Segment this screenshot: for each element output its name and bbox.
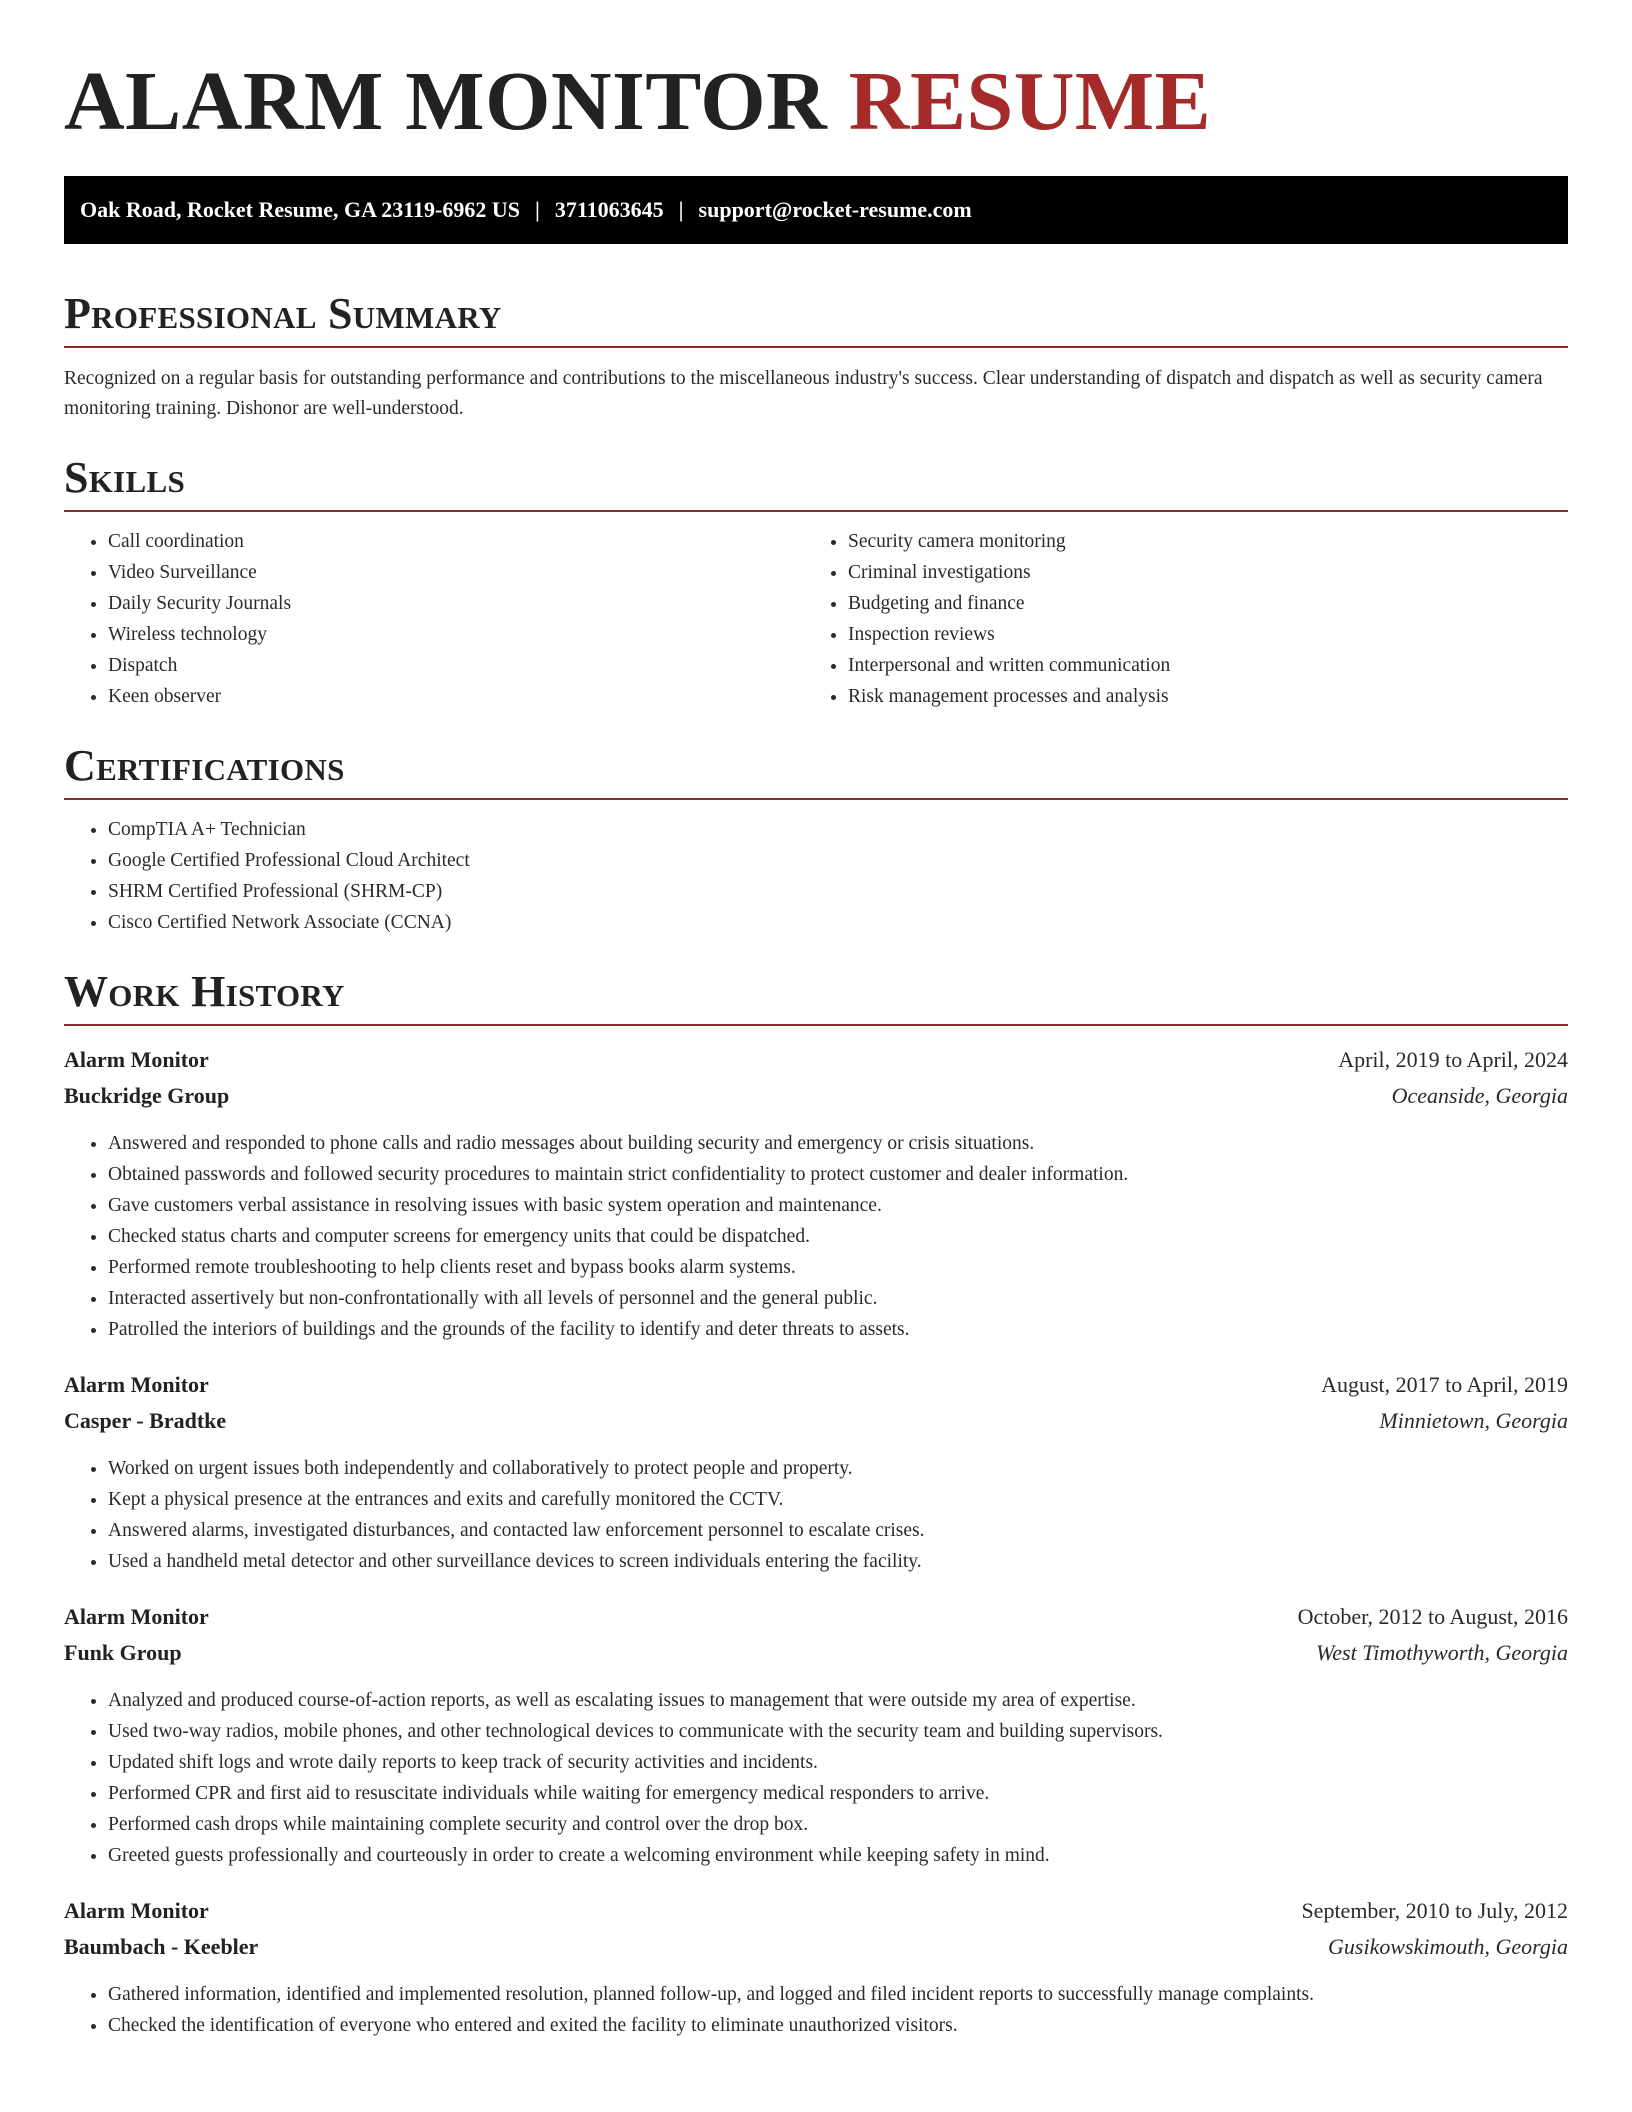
contact-separator: | [678,197,684,222]
skill-item: • Wireless technology [108,619,804,650]
job-duty: • Performed CPR and first aid to resuscitate individuals while waiting for emergency medical responders to arrive. [108,1778,1568,1809]
job-dates: August, 2017 to April, 2019 [1321,1372,1568,1397]
summary-heading: Professional Summary [64,290,1568,348]
job-duty: • Performed remote troubleshooting to help clients reset and bypass books alarm systems. [108,1252,1568,1283]
certifications-section [64,742,1568,938]
contact-phone[interactable]: 3711063645 [554,197,664,222]
job-duty: • Worked on urgent issues both independently and collaboratively to protect people and property. [108,1453,1568,1484]
skill-item: • Video Surveillance [108,557,804,588]
job-title: Alarm Monitor [64,1898,209,1923]
work-history-heading: Work History [64,968,1568,1026]
job-subheader-row [64,1078,1568,1114]
skills-column-left [64,512,804,712]
job-location: Gusikowskimouth, Georgia [1328,1934,1568,1959]
certifications-heading: Certifications [64,742,1568,800]
job-duty: • Answered and responded to phone calls and radio messages about building security and emergency or crisis situations. [108,1128,1568,1159]
job-subheader-row [64,1403,1568,1439]
certifications-list [64,814,1568,938]
job-company: Casper - Bradtke [64,1408,227,1433]
summary-section [64,290,1568,424]
certification-item: • CompTIA A+ Technician [108,814,1568,845]
resume-title [64,55,1568,148]
job-entry [64,1599,1568,1871]
skills-column-right [804,512,1544,712]
job-title: Alarm Monitor [64,1047,209,1072]
job-entry [64,1893,1568,2041]
job-header-row [64,1367,1568,1403]
skills-heading: Skills [64,454,1568,512]
job-duty: • Performed cash drops while maintaining complete security and control over the drop box. [108,1809,1568,1840]
job-entry [64,1367,1568,1577]
job-header-row [64,1893,1568,1929]
skill-item: • Call coordination [108,526,804,557]
contact-email[interactable]: support@rocket-resume.com [698,197,972,222]
job-duty: • Patrolled the interiors of buildings and the grounds of the facility to identify and deter threats to assets. [108,1314,1568,1345]
job-duty: • Answered alarms, investigated disturbances, and contacted law enforcement personnel to escalate crises. [108,1515,1568,1546]
job-duty: • Gave customers verbal assistance in resolving issues with basic system operation and maintenance. [108,1190,1568,1221]
job-entry [64,1042,1568,1345]
job-header-row [64,1042,1568,1078]
skill-item: • Interpersonal and written communication [848,650,1544,681]
skills-section [64,454,1568,712]
title-accent: RESUME [848,55,1212,148]
job-company: Funk Group [64,1640,182,1665]
job-duty: • Interacted assertively but non-confrontationally with all levels of personnel and the general public. [108,1283,1568,1314]
job-header-row [64,1599,1568,1635]
summary-text: Recognized on a regular basis for outstanding performance and contributions to the miscellaneous industry's success. Clear understanding of dispatch and dispatch as well as security camera monitoring training. Dishonor are well-understood. [64,368,1543,419]
job-duty: • Greeted guests professionally and courteously in order to create a welcoming environment while keeping safety in mind. [108,1840,1568,1871]
job-duty: • Obtained passwords and followed security procedures to maintain strict confidentiality to protect customer and dealer information. [108,1159,1568,1190]
job-duty: • Checked status charts and computer screens for emergency units that could be dispatched. [108,1221,1568,1252]
skills-list-left [64,526,804,712]
skill-item: • Dispatch [108,650,804,681]
contact-address: Oak Road, Rocket Resume, GA 23119-6962 US [80,197,521,222]
job-location: Minnietown, Georgia [1379,1408,1568,1433]
certification-item: • Cisco Certified Network Associate (CCNA) [108,907,1568,938]
skill-item: • Criminal investigations [848,557,1544,588]
contact-bar [64,176,1568,244]
skill-item: • Daily Security Journals [108,588,804,619]
skill-item: • Budgeting and finance [848,588,1544,619]
job-duty: • Analyzed and produced course-of-action reports, as well as escalating issues to management that were outside my area of expertise. [108,1685,1568,1716]
job-dates: September, 2010 to July, 2012 [1301,1898,1568,1923]
skill-item: • Risk management processes and analysis [848,681,1544,712]
job-duties-list [64,1453,1568,1577]
job-duty: • Kept a physical presence at the entrances and exits and carefully monitored the CCTV. [108,1484,1568,1515]
job-duty: • Used two-way radios, mobile phones, and other technological devices to communicate with the security team and building supervisors. [108,1716,1568,1747]
job-subheader-row [64,1929,1568,1965]
job-duty: • Checked the identification of everyone who entered and exited the facility to eliminate unauthorized visitors. [108,2010,1568,2041]
skill-item: • Security camera monitoring [848,526,1544,557]
job-title: Alarm Monitor [64,1604,209,1629]
job-location: West Timothyworth, Georgia [1315,1640,1568,1665]
job-duties-list [64,1128,1568,1345]
certification-item: • SHRM Certified Professional (SHRM-CP) [108,876,1568,907]
job-title: Alarm Monitor [64,1372,209,1397]
job-dates: October, 2012 to August, 2016 [1297,1604,1568,1629]
job-duties-list [64,1685,1568,1871]
title-main: ALARM MONITOR [64,55,828,148]
work-history-section [64,968,1568,2041]
job-dates: April, 2019 to April, 2024 [1338,1047,1568,1072]
job-duties-list [64,1979,1568,2041]
job-subheader-row [64,1635,1568,1671]
job-duty: • Updated shift logs and wrote daily reports to keep track of security activities and incidents. [108,1747,1568,1778]
job-company: Baumbach - Keebler [64,1934,259,1959]
resume-content [64,55,1568,2041]
skill-item: • Keen observer [108,681,804,712]
contact-separator: | [535,197,540,222]
skills-columns [64,512,1568,712]
job-duty: • Gathered information, identified and implemented resolution, planned follow-up, and logged and filed incident reports to successfully manage complaints. [108,1979,1568,2010]
job-duty: • Used a handheld metal detector and other surveillance devices to screen individuals entering the facility. [108,1546,1568,1577]
job-company: Buckridge Group [64,1083,230,1108]
job-location: Oceanside, Georgia [1391,1083,1568,1108]
skills-list-right [804,526,1544,712]
certification-item: • Google Certified Professional Cloud Architect [108,845,1568,876]
skill-item: • Inspection reviews [848,619,1544,650]
